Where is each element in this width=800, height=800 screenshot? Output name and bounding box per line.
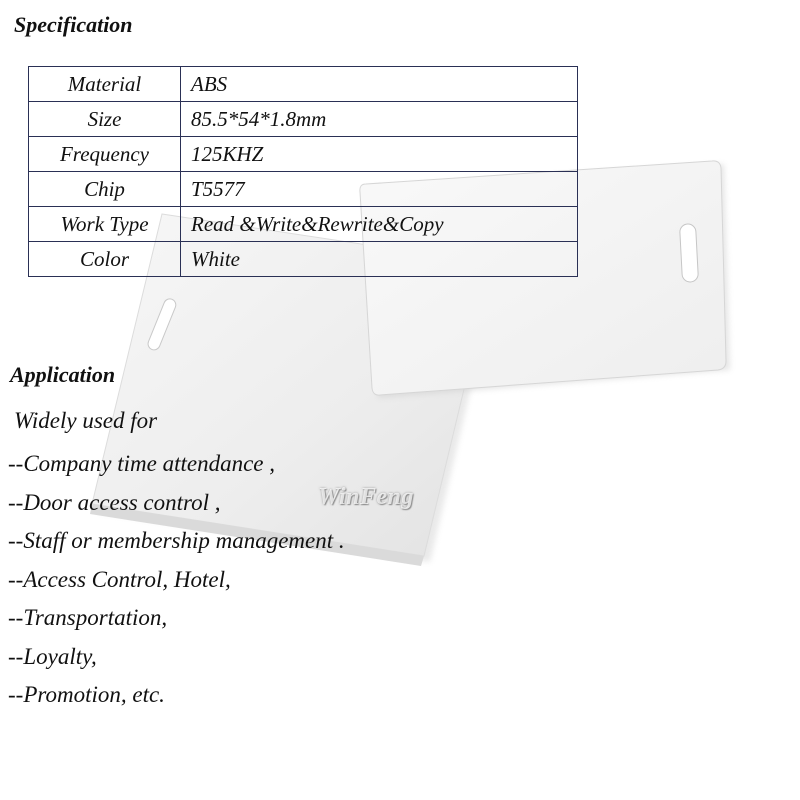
spec-value: 125KHZ <box>181 137 578 172</box>
spec-value: White <box>181 242 578 277</box>
list-item: --Staff or membership management . <box>8 528 345 553</box>
spec-value: T5577 <box>181 172 578 207</box>
spec-label: Chip <box>29 172 181 207</box>
table-row <box>29 172 578 207</box>
application-list <box>8 446 345 716</box>
table-row <box>29 102 578 137</box>
table-row <box>29 67 578 102</box>
list-item: --Promotion, etc. <box>8 682 165 707</box>
table-row <box>29 242 578 277</box>
application-intro: Widely used for <box>14 408 158 433</box>
application-heading: Application <box>10 362 116 387</box>
spec-label: Material <box>29 67 181 102</box>
spec-label: Size <box>29 102 181 137</box>
specification-heading: Specification <box>14 12 133 37</box>
specification-table <box>28 66 578 277</box>
list-item: --Loyalty, <box>8 643 97 669</box>
watermark-logo: WinFeng <box>318 484 414 510</box>
list-item: --Door access control , <box>8 489 221 515</box>
spec-label: Work Type <box>29 207 181 242</box>
spec-value: 85.5*54*1.8mm <box>181 102 578 137</box>
spec-label: Frequency <box>29 137 181 172</box>
spec-value: Read &Write&Rewrite&Copy <box>181 207 578 242</box>
spec-label: Color <box>29 242 181 277</box>
table-row <box>29 137 578 172</box>
list-item: --Access Control, Hotel, <box>8 566 231 592</box>
list-item: --Company time attendance , <box>8 451 275 476</box>
spec-value: ABS <box>181 67 578 102</box>
table-row <box>29 207 578 242</box>
front-card-slot <box>679 224 698 283</box>
list-item: --Transportation, <box>8 605 168 630</box>
